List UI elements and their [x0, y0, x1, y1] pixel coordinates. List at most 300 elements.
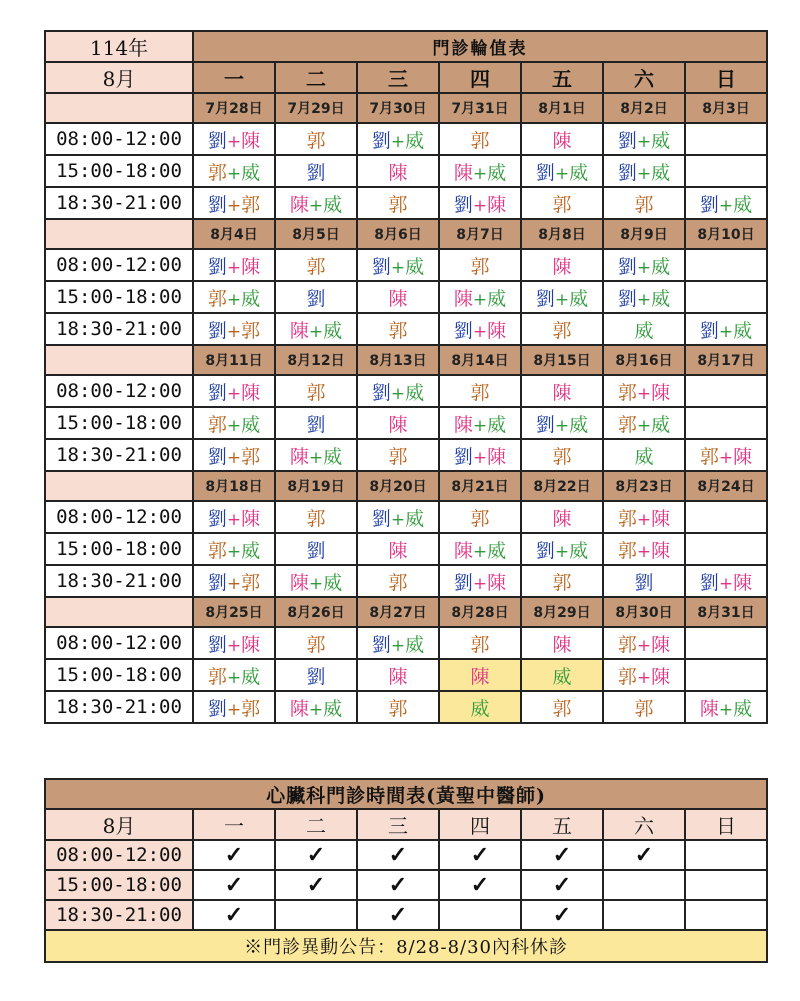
shift-cell [357, 407, 439, 439]
plus-sign: + [636, 257, 652, 278]
doctor-name: 郭 [241, 571, 261, 594]
doctor-name: 劉 [371, 129, 391, 152]
plus-sign: + [226, 635, 242, 656]
shift-cell [521, 155, 603, 187]
doctor-name: 陳 [453, 413, 473, 436]
doctor-name: 劉 [306, 161, 326, 184]
doctor-name: 郭 [241, 319, 261, 342]
shift-cell [357, 249, 439, 281]
shift-cell [685, 313, 767, 345]
shift-row [45, 501, 767, 533]
shift-cell [275, 533, 357, 565]
empty-cell [275, 900, 357, 930]
doctor-name: 劉 [371, 381, 391, 404]
doctor-name: 劉 [371, 633, 391, 656]
doctor-name: 陳 [699, 697, 719, 720]
doctor-name: 郭 [552, 319, 572, 342]
doctor-name: 陳 [552, 129, 572, 152]
doctor-name: 郭 [207, 665, 227, 688]
cardio-row [45, 840, 767, 870]
date-cell: 8月28日 [439, 597, 521, 627]
plus-sign: + [226, 667, 242, 688]
weekday-header: 五 [521, 62, 603, 93]
shift-cell [275, 565, 357, 597]
doctor-name: 劉 [207, 633, 227, 656]
shift-cell [275, 659, 357, 691]
shift-cell [439, 187, 521, 219]
plus-sign: + [226, 573, 242, 594]
shift-cell [439, 249, 521, 281]
shift-cell [275, 155, 357, 187]
cardio-time: 08:00-12:00 [45, 840, 193, 870]
plus-sign: + [226, 289, 242, 310]
doctor-name: 郭 [207, 413, 227, 436]
shift-cell [357, 691, 439, 723]
shift-row [45, 313, 767, 345]
doctor-name: 郭 [241, 193, 261, 216]
doctor-name: 郭 [634, 193, 654, 216]
date-cell: 8月10日 [685, 219, 767, 249]
duty-roster-table [44, 30, 768, 724]
shift-time: 18:30-21:00 [45, 313, 193, 345]
doctor-name: 郭 [207, 287, 227, 310]
shift-cell [603, 375, 685, 407]
closure-notice: ※門診異動公告：8/28-8/30內科休診 [45, 930, 767, 962]
doctor-name: 威 [405, 507, 425, 530]
shift-time: 18:30-21:00 [45, 565, 193, 597]
date-cell: 8月23日 [603, 471, 685, 501]
shift-cell [603, 691, 685, 723]
plus-sign: + [472, 447, 488, 468]
shift-cell [439, 407, 521, 439]
doctor-name: 郭 [470, 507, 490, 530]
shift-cell [193, 659, 275, 691]
doctor-name: 劉 [617, 161, 637, 184]
doctor-name: 陳 [651, 633, 671, 656]
date-cell: 8月4日 [193, 219, 275, 249]
doctor-name: 劉 [453, 319, 473, 342]
plus-sign: + [226, 383, 242, 404]
doctor-name: 威 [487, 413, 507, 436]
plus-sign: + [308, 699, 324, 720]
doctor-name: 陳 [487, 445, 507, 468]
check-mark-cell: ✓ [193, 870, 275, 900]
doctor-name: 郭 [552, 193, 572, 216]
shift-cell [357, 439, 439, 471]
shift-cell [357, 627, 439, 659]
weekday-header: 一 [193, 62, 275, 93]
shift-cell [193, 439, 275, 471]
doctor-name: 劉 [207, 381, 227, 404]
shift-time: 15:00-18:00 [45, 533, 193, 565]
doctor-name: 郭 [470, 255, 490, 278]
shift-cell [439, 281, 521, 313]
doctor-name: 威 [651, 255, 671, 278]
shift-row [45, 565, 767, 597]
doctor-name: 陳 [388, 665, 408, 688]
doctor-name: 劉 [371, 255, 391, 278]
doctor-name: 劉 [207, 129, 227, 152]
plus-sign: + [636, 667, 652, 688]
plus-sign: + [308, 447, 324, 468]
doctor-name: 威 [323, 193, 343, 216]
cardio-weekday: 三 [357, 809, 439, 840]
doctor-name: 劉 [306, 665, 326, 688]
plus-sign: + [390, 131, 406, 152]
date-cell: 8月27日 [357, 597, 439, 627]
shift-time: 08:00-12:00 [45, 249, 193, 281]
shift-cell [685, 187, 767, 219]
shift-cell [275, 249, 357, 281]
plus-sign: + [554, 289, 570, 310]
shift-cell [521, 123, 603, 155]
shift-time: 08:00-12:00 [45, 501, 193, 533]
check-mark-cell: ✓ [275, 870, 357, 900]
shift-time: 18:30-21:00 [45, 439, 193, 471]
doctor-name: 劉 [535, 539, 555, 562]
doctor-name: 陳 [289, 193, 309, 216]
plus-sign: + [718, 447, 734, 468]
shift-time: 15:00-18:00 [45, 659, 193, 691]
shift-cell [603, 155, 685, 187]
doctor-name: 劉 [453, 445, 473, 468]
shift-cell [685, 155, 767, 187]
shift-time: 08:00-12:00 [45, 123, 193, 155]
date-cell: 8月1日 [521, 93, 603, 123]
doctor-name: 郭 [699, 445, 719, 468]
plus-sign: + [226, 699, 242, 720]
shift-cell [521, 439, 603, 471]
cardio-month-label: 8月 [45, 809, 193, 840]
shift-cell [439, 313, 521, 345]
shift-time: 18:30-21:00 [45, 187, 193, 219]
doctor-name: 陳 [241, 507, 261, 530]
doctor-name: 劉 [617, 287, 637, 310]
shift-cell [603, 249, 685, 281]
shift-cell [685, 533, 767, 565]
plus-sign: + [554, 415, 570, 436]
doctor-name: 郭 [388, 445, 408, 468]
shift-cell [521, 533, 603, 565]
date-cell: 8月17日 [685, 345, 767, 375]
cardio-row [45, 900, 767, 930]
shift-time: 15:00-18:00 [45, 281, 193, 313]
shift-cell [275, 407, 357, 439]
doctor-name: 劉 [699, 193, 719, 216]
roster-body [45, 31, 767, 723]
plus-sign: + [472, 541, 488, 562]
date-cell: 8月19日 [275, 471, 357, 501]
doctor-name: 陳 [487, 193, 507, 216]
doctor-name: 劉 [535, 161, 555, 184]
shift-cell [193, 691, 275, 723]
date-cell: 8月20日 [357, 471, 439, 501]
shift-cell [685, 565, 767, 597]
shift-row [45, 407, 767, 439]
shift-cell [275, 281, 357, 313]
date-row-blank [45, 471, 193, 501]
plus-sign: + [636, 289, 652, 310]
doctor-name: 劉 [617, 255, 637, 278]
empty-cell [685, 840, 767, 870]
doctor-name: 劉 [207, 319, 227, 342]
shift-cell [603, 313, 685, 345]
doctor-name: 郭 [388, 571, 408, 594]
plus-sign: + [390, 509, 406, 530]
doctor-name: 陳 [651, 507, 671, 530]
doctor-name: 郭 [634, 697, 654, 720]
doctor-name: 陳 [453, 287, 473, 310]
plus-sign: + [636, 415, 652, 436]
doctor-name: 威 [241, 665, 261, 688]
doctor-name: 郭 [552, 445, 572, 468]
plus-sign: + [390, 383, 406, 404]
shift-cell [439, 501, 521, 533]
month-label: 8月 [45, 62, 193, 93]
date-row-blank [45, 345, 193, 375]
shift-time: 08:00-12:00 [45, 627, 193, 659]
shift-cell [275, 313, 357, 345]
date-cell: 8月26日 [275, 597, 357, 627]
cardio-row [45, 870, 767, 900]
doctor-name: 威 [241, 413, 261, 436]
shift-cell [685, 407, 767, 439]
check-mark-cell: ✓ [603, 840, 685, 870]
shift-cell [521, 691, 603, 723]
cardio-title: 心臟科門診時間表(黃聖中醫師) [45, 779, 767, 809]
doctor-name: 劉 [699, 571, 719, 594]
date-cell: 8月18日 [193, 471, 275, 501]
doctor-name: 郭 [470, 381, 490, 404]
doctor-name: 威 [569, 161, 589, 184]
doctor-name: 郭 [207, 539, 227, 562]
empty-cell [603, 870, 685, 900]
doctor-name: 劉 [207, 571, 227, 594]
check-mark-cell: ✓ [521, 870, 603, 900]
date-cell: 7月28日 [193, 93, 275, 123]
doctor-name: 威 [487, 161, 507, 184]
shift-cell [685, 627, 767, 659]
shift-cell [521, 627, 603, 659]
shift-cell [193, 123, 275, 155]
doctor-name: 威 [569, 413, 589, 436]
doctor-name: 威 [651, 129, 671, 152]
doctor-name: 陳 [388, 287, 408, 310]
doctor-name: 陳 [552, 381, 572, 404]
plus-sign: + [226, 257, 242, 278]
shift-cell [193, 249, 275, 281]
doctor-name: 劉 [617, 129, 637, 152]
shift-cell [193, 627, 275, 659]
doctor-name: 郭 [617, 507, 637, 530]
shift-cell [603, 439, 685, 471]
plus-sign: + [554, 541, 570, 562]
doctor-name: 陳 [289, 445, 309, 468]
date-cell: 8月9日 [603, 219, 685, 249]
empty-cell [439, 900, 521, 930]
doctor-name: 陳 [453, 161, 473, 184]
date-cell: 8月16日 [603, 345, 685, 375]
plus-sign: + [308, 195, 324, 216]
check-mark-cell: ✓ [193, 900, 275, 930]
shift-cell [521, 187, 603, 219]
empty-cell [685, 900, 767, 930]
plus-sign: + [718, 195, 734, 216]
roster-title: 門診輪值表 [193, 31, 767, 62]
doctor-name: 陳 [388, 539, 408, 562]
plus-sign: + [390, 635, 406, 656]
shift-cell [275, 501, 357, 533]
plus-sign: + [472, 573, 488, 594]
plus-sign: + [636, 383, 652, 404]
shift-cell [521, 407, 603, 439]
doctor-name: 威 [651, 161, 671, 184]
cardio-weekday: 一 [193, 809, 275, 840]
shift-cell [521, 375, 603, 407]
shift-cell [193, 187, 275, 219]
shift-time: 08:00-12:00 [45, 375, 193, 407]
shift-cell [603, 187, 685, 219]
doctor-name: 威 [733, 319, 753, 342]
date-row-blank [45, 219, 193, 249]
shift-cell [357, 533, 439, 565]
doctor-name: 陳 [733, 445, 753, 468]
plus-sign: + [226, 321, 242, 342]
doctor-name: 威 [733, 697, 753, 720]
doctor-name: 威 [323, 571, 343, 594]
cardio-body [45, 779, 767, 962]
doctor-name: 威 [552, 665, 572, 688]
shift-cell [439, 565, 521, 597]
doctor-name: 劉 [453, 571, 473, 594]
shift-row [45, 627, 767, 659]
shift-cell [275, 375, 357, 407]
doctor-name: 威 [241, 539, 261, 562]
year-label: 114年 [45, 31, 193, 62]
shift-cell [685, 659, 767, 691]
doctor-name: 郭 [617, 665, 637, 688]
doctor-name: 陳 [289, 319, 309, 342]
plus-sign: + [226, 447, 242, 468]
doctor-name: 威 [487, 539, 507, 562]
date-cell: 8月2日 [603, 93, 685, 123]
doctor-name: 陳 [241, 381, 261, 404]
shift-cell [193, 281, 275, 313]
plus-sign: + [554, 163, 570, 184]
date-row-blank [45, 597, 193, 627]
doctor-name: 陳 [388, 161, 408, 184]
plus-sign: + [226, 541, 242, 562]
plus-sign: + [226, 195, 242, 216]
check-mark-cell: ✓ [521, 840, 603, 870]
doctor-name: 郭 [617, 633, 637, 656]
shift-cell [603, 281, 685, 313]
date-cell: 8月15日 [521, 345, 603, 375]
doctor-name: 威 [323, 445, 343, 468]
date-cell: 8月25日 [193, 597, 275, 627]
cardio-time: 15:00-18:00 [45, 870, 193, 900]
shift-cell [685, 691, 767, 723]
plus-sign: + [472, 289, 488, 310]
cardio-weekday: 四 [439, 809, 521, 840]
date-cell: 8月30日 [603, 597, 685, 627]
shift-cell [439, 375, 521, 407]
check-mark-cell: ✓ [193, 840, 275, 870]
check-mark-cell: ✓ [357, 900, 439, 930]
doctor-name: 威 [405, 129, 425, 152]
doctor-name: 威 [651, 413, 671, 436]
plus-sign: + [636, 541, 652, 562]
shift-cell [603, 659, 685, 691]
plus-sign: + [636, 131, 652, 152]
doctor-name: 郭 [617, 539, 637, 562]
shift-cell [521, 313, 603, 345]
weekday-header: 二 [275, 62, 357, 93]
doctor-name: 陳 [289, 571, 309, 594]
shift-cell [603, 533, 685, 565]
doctor-name: 陳 [651, 539, 671, 562]
shift-row [45, 439, 767, 471]
date-cell: 8月22日 [521, 471, 603, 501]
shift-cell [603, 627, 685, 659]
plus-sign: + [226, 131, 242, 152]
doctor-name: 郭 [388, 697, 408, 720]
shift-cell [357, 375, 439, 407]
shift-cell [357, 313, 439, 345]
shift-cell [685, 249, 767, 281]
weekday-header: 日 [685, 62, 767, 93]
plus-sign: + [636, 163, 652, 184]
doctor-name: 郭 [241, 697, 261, 720]
plus-sign: + [308, 573, 324, 594]
date-cell: 8月11日 [193, 345, 275, 375]
date-cell: 8月14日 [439, 345, 521, 375]
doctor-name: 威 [569, 539, 589, 562]
doctor-name: 劉 [634, 571, 654, 594]
cardio-weekday: 五 [521, 809, 603, 840]
doctor-name: 陳 [651, 381, 671, 404]
empty-cell [603, 900, 685, 930]
doctor-name: 郭 [241, 445, 261, 468]
doctor-name: 陳 [453, 539, 473, 562]
shift-cell [439, 659, 521, 691]
shift-cell [685, 123, 767, 155]
shift-cell [521, 565, 603, 597]
plus-sign: + [718, 321, 734, 342]
shift-cell [357, 123, 439, 155]
shift-cell [603, 501, 685, 533]
doctor-name: 郭 [207, 161, 227, 184]
shift-time: 15:00-18:00 [45, 155, 193, 187]
shift-cell [685, 501, 767, 533]
shift-row [45, 375, 767, 407]
doctor-name: 威 [405, 255, 425, 278]
date-cell: 8月8日 [521, 219, 603, 249]
shift-cell [193, 565, 275, 597]
doctor-name: 威 [634, 445, 654, 468]
doctor-name: 劉 [535, 287, 555, 310]
weekday-header: 三 [357, 62, 439, 93]
check-mark-cell: ✓ [357, 870, 439, 900]
weekday-header: 六 [603, 62, 685, 93]
doctor-name: 郭 [470, 633, 490, 656]
doctor-name: 威 [470, 697, 490, 720]
shift-cell [193, 375, 275, 407]
doctor-name: 陳 [289, 697, 309, 720]
doctor-name: 郭 [552, 697, 572, 720]
cardio-time: 18:30-21:00 [45, 900, 193, 930]
date-cell: 8月31日 [685, 597, 767, 627]
